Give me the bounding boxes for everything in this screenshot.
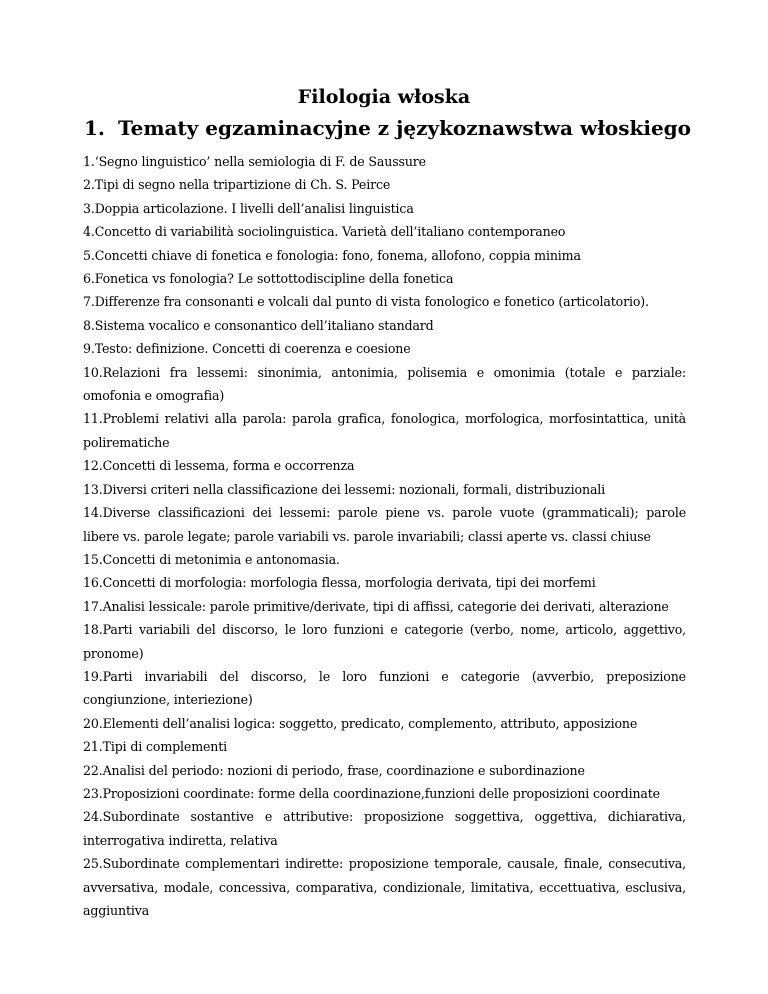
list-item: 25.Subordinate complementari indirette: proposizione temporale, causale, finale, consecutiva, avversativa, modale, concessiva, comparativa, condizionale, limitativa, eccettuativa, esclusiva, aggiuntiva xyxy=(83,856,686,918)
list-item: 7.Differenze fra consonanti e volcali dal punto di vista fonologico e fonetico (articolatorio). xyxy=(83,294,649,310)
list-item: 13.Diversi criteri nella classificazione dei lessemi: nozionali, formali, distribuzionali xyxy=(83,481,606,497)
list-item: 19.Parti invariabili del discorso, le loro funzioni e categorie (avverbio, preposizione congiunzione, interiezione) xyxy=(83,668,686,708)
list-item: 5.Concetti chiave di fonetica e fonologia: fono, fonema, allofono, coppia minima xyxy=(83,247,581,263)
section-heading-text: Tematy egzaminacyjne z językoznawstwa włoskiego xyxy=(118,116,691,140)
list-item: 3.Doppia articolazione. I livelli dell’analisi linguistica xyxy=(83,200,414,216)
list-item: 16.Concetti di morfologia: morfologia flessa, morfologia derivata, tipi dei morfemi xyxy=(83,575,596,591)
list-item: 20.Elementi dell’analisi logica: soggetto, predicato, complemento, attributo, apposizione xyxy=(83,715,638,731)
list-item: 4.Concetto di variabilità sociolinguistica. Varietà dell’italiano contemporaneo xyxy=(83,224,566,240)
list-item: 6.Fonetica vs fonologia? Le sottottodiscipline della fonetica xyxy=(83,271,454,287)
list-item: 23.Proposizioni coordinate: forme della coordinazione,funzioni delle proposizioni coordinate xyxy=(83,785,660,801)
list-item: 11.Problemi relativi alla parola: parola grafica, fonologica, morfologica, morfosintattica, unità polirematiche xyxy=(83,411,686,450)
list-item: 22.Analisi del periodo: nozioni di periodo, frase, coordinazione e subordinazione xyxy=(83,762,585,778)
list-item: 18.Parti variabili del discorso, le loro funzioni e categorie (verbo, nome, articolo, aggettivo, pronome) xyxy=(83,622,686,661)
section-number: 1. xyxy=(84,116,105,140)
list-item: 1.‘Segno linguistico’ nella semiologia di F. de Saussure xyxy=(83,154,426,169)
list-item: 17.Analisi lessicale: parole primitive/derivate, tipi di affissi, categorie dei derivati, alterazione xyxy=(83,598,669,614)
list-item: 15.Concetti di metonimia e antonomasia. xyxy=(83,551,340,567)
list-item: 12.Concetti di lessema, forma e occorrenza xyxy=(83,458,355,474)
document-title: Filologia włoska xyxy=(297,86,471,108)
list-item: 21.Tipi di complementi xyxy=(83,739,228,755)
list-item: 2.Tipi di segno nella tripartizione di Ch. S. Peirce xyxy=(83,177,391,193)
exam-topics-list xyxy=(83,150,686,922)
section-heading xyxy=(84,116,691,140)
list-item: 8.Sistema vocalico e consonantico dell’italiano standard xyxy=(83,317,434,333)
list-item: 10.Relazioni fra lessemi: sinonimia, antonimia, polisemia e omonimia (totale e parziale: omofonia e omografia) xyxy=(83,364,686,404)
list-item: 9.Testo: definizione. Concetti di coerenza e coesione xyxy=(83,341,411,357)
list-item: 14.Diverse classificazioni dei lessemi: parole piene vs. parole vuote (grammaticali); parole libere vs. parole legate; parole variabili vs. parole invariabili; classi aperte vs. classi chiuse xyxy=(83,505,686,544)
list-item: 24.Subordinate sostantive e attributive: proposizione soggettiva, oggettiva, dichiarativa, interrogativa indiretta, relativa xyxy=(83,809,686,848)
